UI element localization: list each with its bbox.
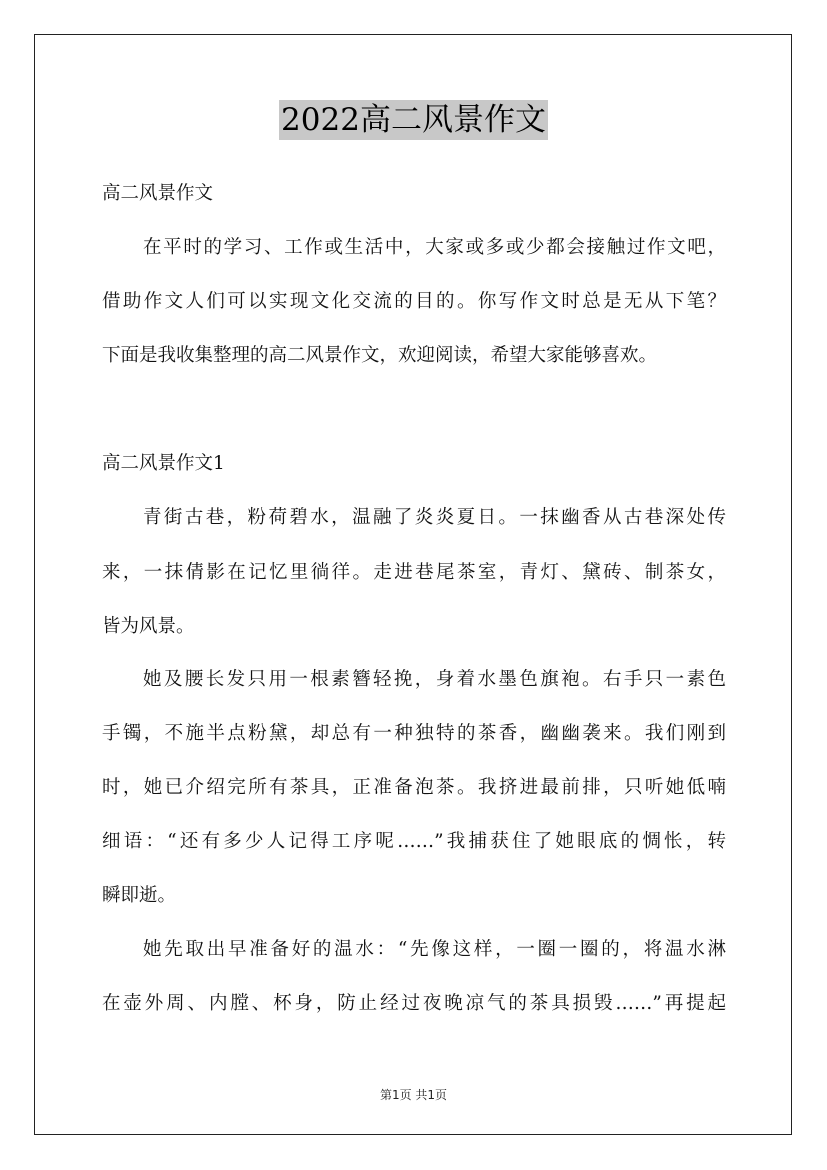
para2-line-1: 她及腰长发只用一根素簪轻挽，身着水墨色旗袍。右手只一素色 (143, 669, 726, 690)
page-footer: 第1页 共1页 (379, 1088, 448, 1102)
para1-line-2: 来，一抹倩影在记忆里徜徉。走进巷尾茶室，青灯、黛砖、制茶女， (102, 562, 726, 583)
para3-line-2: 在壶外周、内膛、杯身，防止经过夜晚凉气的茶具损毁……”再提起 (102, 993, 726, 1014)
para2-line-3: 时，她已介绍完所有茶具，正准备泡茶。我挤进最前排，只听她低喃 (102, 777, 726, 798)
para2-line-4: 细语：“还有多少人记得工序呢……”我捕获住了她眼底的惆怅，转 (102, 831, 726, 852)
intro-line-1: 在平时的学习、工作或生活中，大家或多或少都会接触过作文吧， (143, 237, 726, 258)
para1-line-3: 皆为风景。 (102, 616, 195, 637)
para2-line-5: 瞬即逝。 (102, 885, 177, 906)
para3-line-1: 她先取出早准备好的温水：“先像这样，一圈一圈的，将温水淋 (143, 939, 726, 960)
section-heading-1: 高二风景作文1 (102, 453, 225, 474)
para1-line-1: 青街古巷，粉荷碧水，温融了炎炎夏日。一抹幽香从古巷深处传 (143, 507, 726, 528)
intro-line-3: 下面是我收集整理的高二风景作文，欢迎阅读，希望大家能够喜欢。 (102, 345, 658, 366)
section-heading-intro: 高二风景作文 (102, 183, 214, 204)
para2-line-2: 手镯，不施半点粉黛，却总有一种独特的茶香，幽幽袭来。我们刚到 (102, 723, 726, 744)
document-title: 2022高二风景作文 (281, 102, 546, 138)
intro-line-2: 借助作文人们可以实现文化交流的目的。你写作文时总是无从下笔？ (102, 291, 726, 312)
